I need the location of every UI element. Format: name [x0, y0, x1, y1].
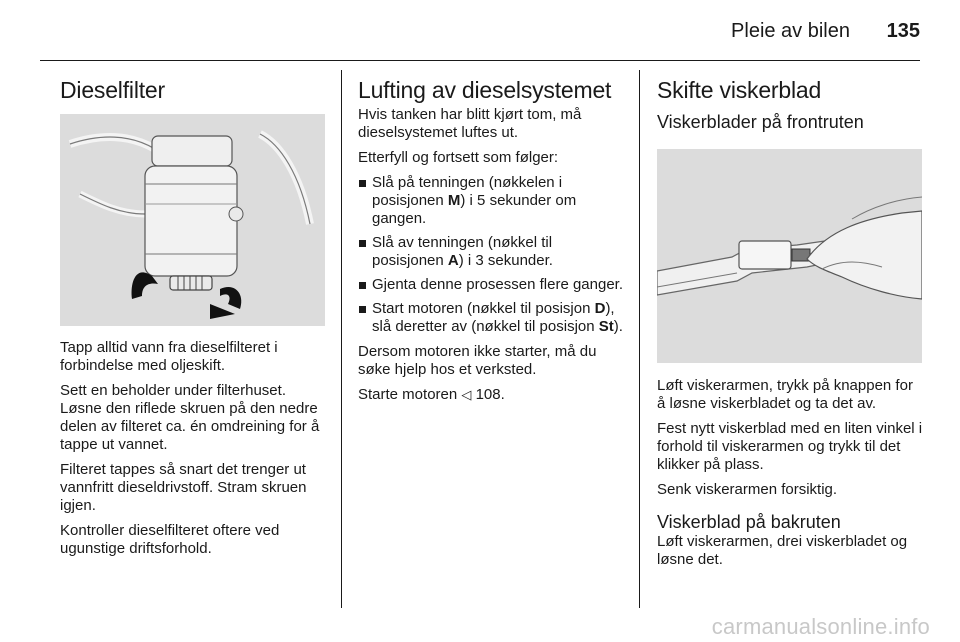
list-item: Gjenta denne prosessen flere ganger. — [358, 276, 624, 294]
key-position: A — [447, 252, 459, 269]
wiper-blade-illustration — [657, 149, 922, 363]
header-rule — [40, 60, 920, 61]
fuel-filter-illustration — [60, 114, 325, 326]
key-position: St — [598, 318, 614, 335]
paragraph-intro: Hvis tanken har blitt kjørt tom, må dieselsystemet luftes ut. — [358, 106, 582, 141]
section-heading-viskerblad: Skifte viskerblad — [657, 77, 822, 103]
section-heading-dieselfilter: Dieselfilter — [60, 77, 165, 103]
paragraph-attach-blade: Fest nytt viskerblad med en liten vinkel i forhold til viskerarmen og trykk til det klikker på plass. — [657, 420, 923, 473]
column-viskerblad — [657, 76, 924, 576]
paragraph-check-filter: Kontroller dieselfilteret oftere ved ugunstige driftsforhold. — [60, 522, 280, 557]
page-header-title: Pleie av bilen — [731, 20, 850, 42]
cross-reference-icon[interactable]: ◁ — [461, 387, 472, 402]
page-number: 135 — [886, 20, 920, 42]
paragraph-lift-arm: Løft viskerarmen, trykk på knappen for å løsne viskerbladet og ta det av. — [657, 377, 913, 412]
column-divider-1 — [341, 70, 342, 608]
subheading-frontrute: Viskerblader på frontruten — [657, 112, 864, 132]
column-divider-2 — [639, 70, 640, 608]
paragraph-tighten-screw: Filteret tappes så snart det trenger ut vannfritt dieseldrivstoff. Stram skruen igjen. — [60, 461, 307, 514]
paragraph-rear-wiper: Løft viskerarmen, drei viskerbladet og løsne det. — [657, 533, 908, 568]
list-item: Slå av tenningen (nøkkel til posisjonen A) i 3 sekunder. — [358, 234, 624, 270]
paragraph-lower-arm: Senk viskerarmen forsiktig. — [657, 481, 838, 498]
paragraph-start-engine: Starte motoren ◁ 108. — [358, 386, 505, 403]
watermark: carmanualsonline.info — [711, 614, 930, 639]
paragraph-lead: Etterfyll og fortsett som følger: — [358, 149, 559, 166]
paragraph-drain-water: Tapp alltid vann fra dieselfilteret i forbindelse med oljeskift. — [60, 339, 278, 374]
cross-reference-page[interactable]: 108. — [475, 386, 505, 403]
column-dieselfilter — [60, 76, 325, 565]
paragraph-workshop: Dersom motoren ikke starter, må du søke hjelp hos et verksted. — [358, 343, 597, 378]
list-item: Slå på tenningen (nøkkelen i posisjonen M) i 5 sekunder om gangen. — [358, 174, 624, 228]
section-heading-lufting: Lufting av dieselsystemet — [358, 77, 612, 103]
key-position: D — [594, 300, 606, 317]
list-item: Start motoren (nøkkel til posisjon D), slå deretter av (nøkkel til posisjon St). — [358, 300, 624, 336]
key-position: M — [447, 192, 461, 209]
steps-list — [358, 174, 624, 336]
subheading-bakrute: Viskerblad på bakruten — [657, 512, 841, 532]
column-lufting — [358, 76, 624, 411]
paragraph-loosen-screw: Sett en beholder under filterhuset. Løsne den riflede skruen på den nedre delen av filteret ca. én omdreining for å tappe ut vannet. — [60, 382, 320, 453]
